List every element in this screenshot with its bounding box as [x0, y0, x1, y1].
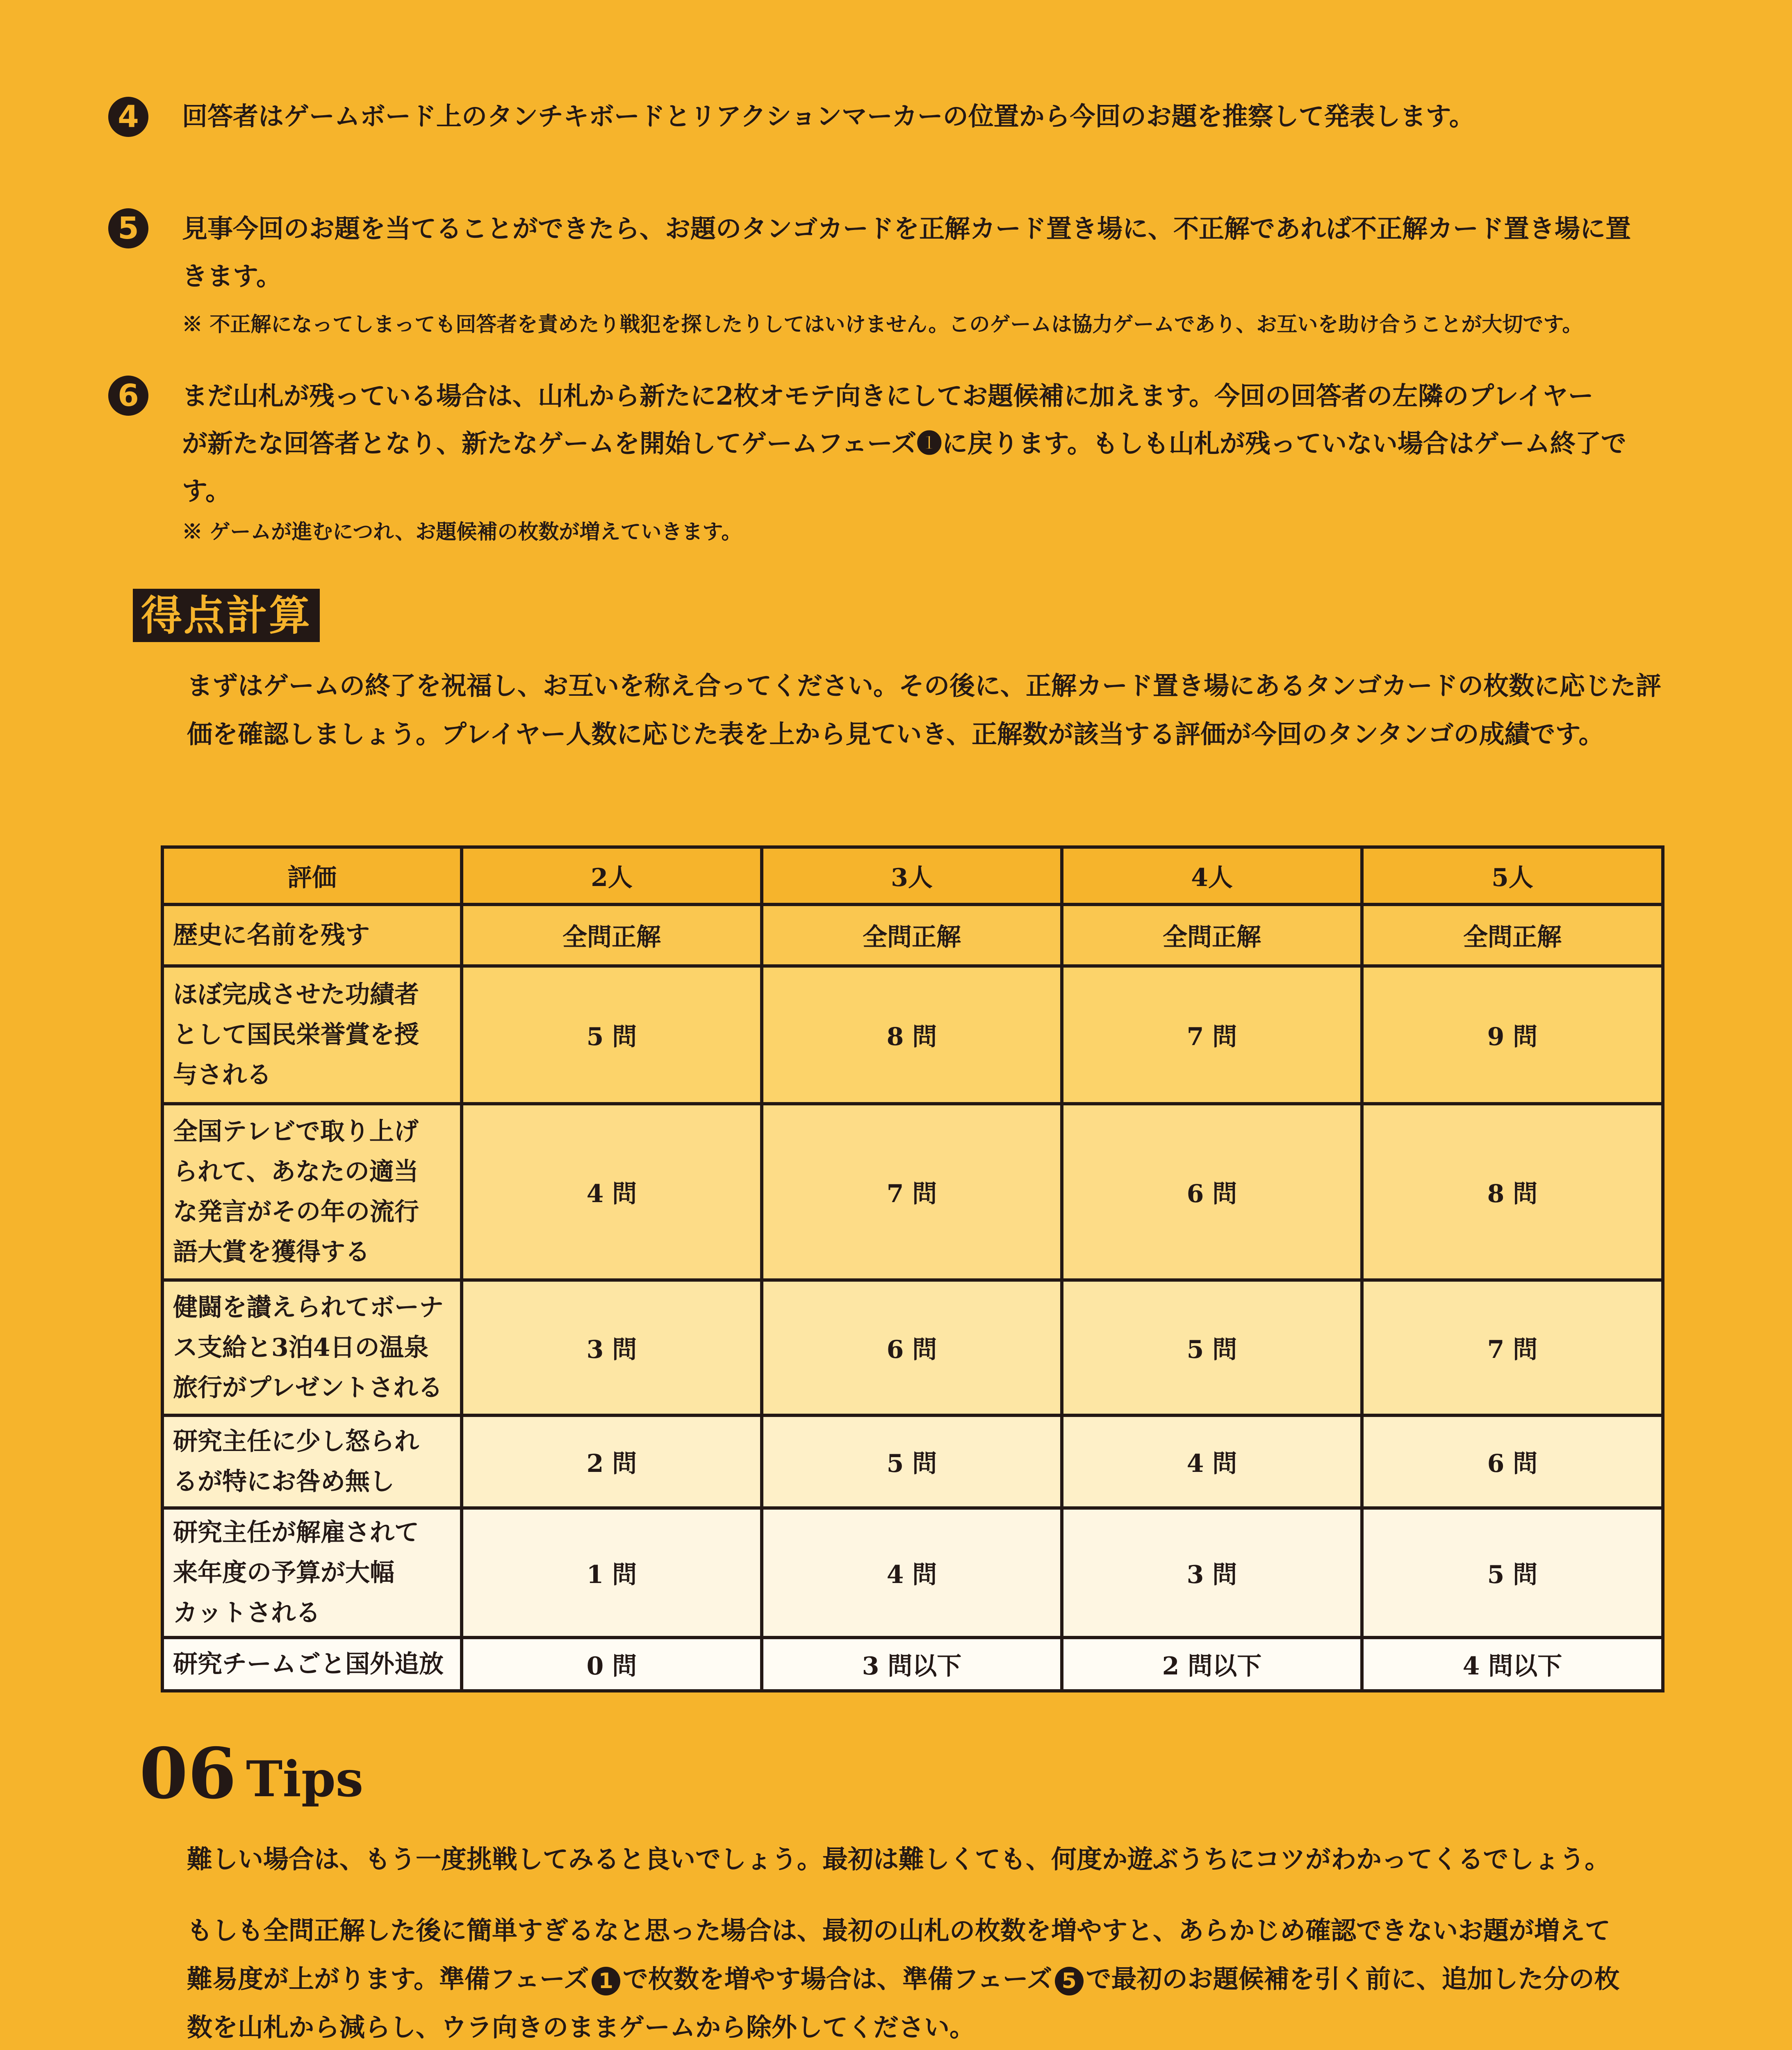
header-4p: 4人	[1062, 847, 1362, 904]
table-cell: 6 問	[762, 1280, 1062, 1415]
step-6-line: が新たな回答者となり、新たなゲームを開始してゲームフェーズ❶に戻ります。もしも山札が残っていない場合はゲーム終了で	[182, 428, 1626, 458]
table-cell: 5 問	[1062, 1280, 1362, 1415]
tips-para-1: 難しい場合は、もう一度挑戦してみると良いでしょう。最初は難しくても、何度か遊ぶうちにコツがわかってくるでしょう。	[187, 1844, 1610, 1874]
rating-label-line: 研究主任が解雇されて	[173, 1518, 419, 1547]
step-5-icon: 5	[108, 208, 148, 248]
table-cell: 3 問	[1062, 1508, 1362, 1638]
rating-label	[162, 1638, 462, 1691]
rating-label-line: 旅行がプレゼントされる	[173, 1374, 443, 1402]
step-6-note: ※ ゲームが進むにつれ、お題候補の枚数が増えていきます。	[182, 519, 742, 544]
table-cell: 8 問	[762, 966, 1062, 1104]
tips-para-2-line: もしも全問正解した後に簡単すぎるなと思った場合は、最初の山札の枚数を増やすと、あらかじめ確認できないお題が増えて	[187, 1916, 1611, 1945]
rating-label-line: ス支給と3泊4日の温泉	[173, 1333, 429, 1362]
table-cell: 4 問	[1062, 1415, 1362, 1508]
rating-label-line: 研究主任に少し怒られ	[173, 1427, 419, 1456]
rating-label-line: 与される	[173, 1061, 271, 1089]
table-cell: 3 問以下	[762, 1638, 1062, 1691]
header-3p: 3人	[762, 847, 1062, 904]
header-rating: 評価	[162, 847, 462, 904]
rating-label	[162, 1104, 462, 1280]
rating-label-line: として国民栄誉賞を授	[173, 1020, 419, 1049]
scoring-title: 得点計算	[133, 589, 320, 642]
step-4-icon: 4	[108, 97, 148, 137]
rating-label	[162, 1415, 462, 1508]
tips-para-2-line	[187, 1955, 1761, 2003]
table-cell: 2 問以下	[1062, 1638, 1362, 1691]
table-cell: 5 問	[462, 966, 762, 1104]
table-row	[162, 1638, 1663, 1691]
table-row	[162, 1508, 1663, 1638]
step-5-text	[182, 205, 1748, 300]
table-row	[162, 1280, 1663, 1415]
step-6-text	[182, 372, 1756, 515]
step-6-line: す。	[182, 476, 231, 506]
header-2p: 2人	[462, 847, 762, 904]
rating-label-line: るが特にお咎め無し	[173, 1467, 394, 1496]
rating-label	[162, 1280, 462, 1415]
rating-label-line: 全国テレビで取り上げ	[173, 1117, 419, 1146]
table-cell: 4 問以下	[1362, 1638, 1663, 1691]
table-cell: 7 問	[762, 1104, 1062, 1280]
text-segment: で枚数を増やす場合は、準備フェーズ	[622, 1964, 1052, 1994]
table-cell: 全問正解	[462, 904, 762, 966]
table-cell: 7 問	[1362, 1280, 1663, 1415]
table-cell: 0 問	[462, 1638, 762, 1691]
step-5-line: 見事今回のお題を当てることができたら、お題のタンゴカードを正解カード置き場に、不正解であれば不正解カード置き場に置	[182, 214, 1631, 244]
tips-para-2-line: 数を山札から減らし、ウラ向きのままゲームから除外してください。	[187, 2012, 975, 2042]
table-cell: 4 問	[762, 1508, 1062, 1638]
table-cell: 2 問	[462, 1415, 762, 1508]
table-cell: 1 問	[462, 1508, 762, 1638]
rating-label-line: カットされる	[173, 1599, 321, 1627]
table-cell: 6 問	[1362, 1415, 1663, 1508]
table-cell: 3 問	[462, 1280, 762, 1415]
header-5p: 5人	[1362, 847, 1663, 904]
rating-label-line: 健闘を讃えられてボーナ	[173, 1293, 444, 1322]
step-6-line: まだ山札が残っている場合は、山札から新たに2枚オモテ向きにしてお題候補に加えます。今回の回答者の左隣のプレイヤー	[182, 381, 1594, 411]
table-cell: 6 問	[1062, 1104, 1362, 1280]
score-header-row	[162, 847, 1663, 904]
table-cell: 7 問	[1062, 966, 1362, 1104]
score-table	[161, 845, 1664, 1692]
rating-label-line: 歴史に名前を残す	[173, 921, 370, 950]
rating-label	[162, 904, 462, 966]
rating-label-line: 研究チームごと国外追放	[173, 1650, 444, 1679]
step-5-line: きます。	[182, 261, 282, 291]
table-row	[162, 966, 1663, 1104]
scoring-intro-line: まずはゲームの終了を祝福し、お互いを称え合ってください。その後に、正解カード置き場にあるタンゴカードの枚数に応じた評	[187, 671, 1662, 701]
rating-label-line: ほぼ完成させた功績者	[173, 980, 419, 1009]
tips-number: 06	[139, 1733, 237, 1815]
scoring-intro	[187, 662, 1745, 758]
step-5-note: ※ 不正解になってしまっても回答者を責めたり戦犯を探したりしてはいけません。このゲームは協力ゲームであり、お互いを助け合うことが大切です。	[182, 312, 1583, 336]
table-cell: 全問正解	[1062, 904, 1362, 966]
table-cell: 9 問	[1362, 966, 1663, 1104]
table-cell: 5 問	[1362, 1508, 1663, 1638]
scoring-intro-line: 価を確認しましょう。プレイヤー人数に応じた表を上から見ていき、正解数が該当する評価が今回のタンタンゴの成績です。	[187, 719, 1604, 749]
tips-para-2	[187, 1906, 1761, 2050]
step-6-icon: 6	[108, 376, 148, 416]
rating-label	[162, 966, 462, 1104]
table-cell: 8 問	[1362, 1104, 1663, 1280]
rating-label	[162, 1508, 462, 1638]
table-row	[162, 1104, 1663, 1280]
rating-label-line: な発言がその年の流行	[173, 1198, 419, 1226]
phase-5-icon: 5	[1055, 1967, 1084, 1995]
phase-1-icon: 1	[592, 1967, 620, 1995]
table-row	[162, 1415, 1663, 1508]
text-segment: 難易度が上がります。準備フェーズ	[187, 1964, 589, 1994]
table-cell: 全問正解	[762, 904, 1062, 966]
table-row	[162, 904, 1663, 966]
tips-title: Tips	[246, 1750, 364, 1808]
text-segment: で最初のお題候補を引く前に、追加した分の枚	[1086, 1964, 1620, 1994]
table-cell: 5 問	[762, 1415, 1062, 1508]
rating-label-line: 来年度の予算が大幅	[173, 1558, 394, 1587]
rating-label-line: 語大賞を獲得する	[173, 1238, 370, 1266]
step-4-text: 回答者はゲームボード上のタンチキボードとリアクションマーカーの位置から今回のお題を推察して発表します。	[182, 101, 1475, 131]
table-cell: 4 問	[462, 1104, 762, 1280]
rating-label-line: られて、あなたの適当	[173, 1157, 419, 1186]
table-cell: 全問正解	[1362, 904, 1663, 966]
